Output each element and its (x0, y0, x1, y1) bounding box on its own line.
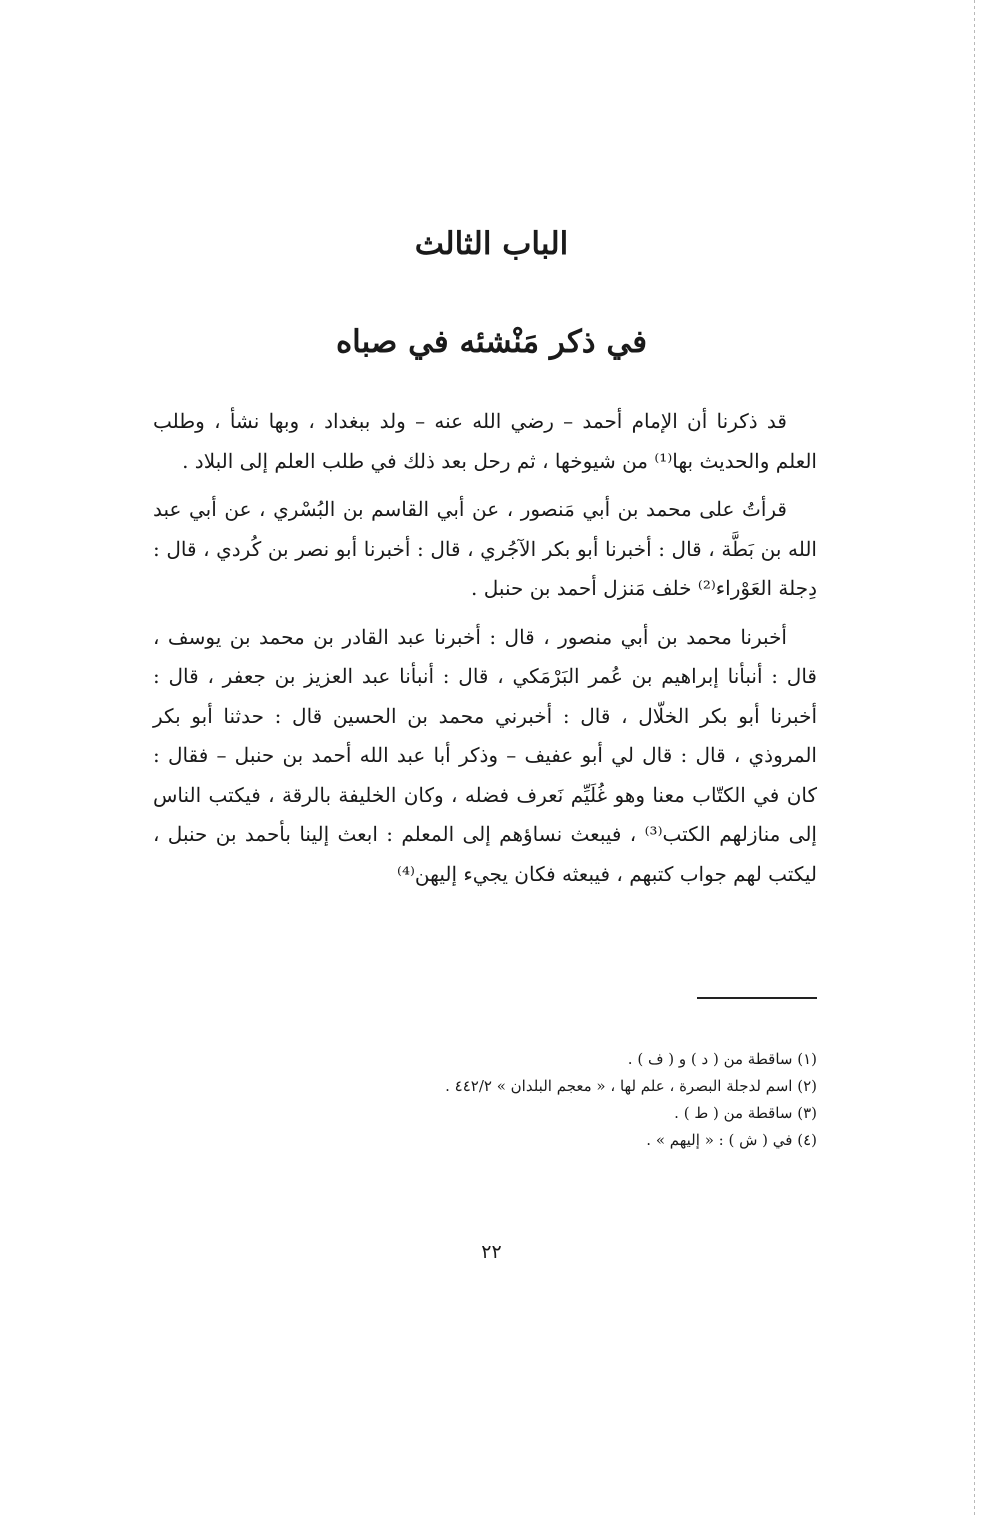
footnote: (٣) ساقطة من ( ط ) . (674, 1104, 817, 1122)
body-text (153, 402, 817, 903)
chapter-heading: الباب الثالث (414, 226, 569, 262)
footnote: (١) ساقطة من ( د ) و ( ف ) . (627, 1050, 817, 1068)
footnote: (٤) في ( ش ) : « إليهم » . (646, 1131, 817, 1149)
footnote-separator (697, 997, 817, 999)
section-title: في ذكر مَنْشئه في صباه (335, 324, 648, 360)
paragraph: قرأتُ على محمد بن أبي مَنصور ، عن أبي القاسم بن البُسْري ، عن أبي عبد الله بن بَطَّة ، قال : أخبرنا أبو بكر الآجُري ، قال : أخبرنا أبو نصر بن كُردي ، قال : دِجلة العَوْراء⁽²⁾ خلف مَنزل أحمد بن حنبل . (153, 497, 817, 600)
paragraph: قد ذكرنا أن الإمام أحمد – رضي الله عنه – ولد ببغداد ، وبها نشأ ، وطلب العلم والحديث بها⁽¹⁾ من شيوخها ، ثم رحل بعد ذلك في طلب العلم إلى البلاد . (153, 409, 817, 473)
footnotes (153, 1046, 817, 1154)
page-number: ٢٢ (481, 1241, 502, 1263)
paragraph: أخبرنا محمد بن أبي منصور ، قال : أخبرنا عبد القادر بن محمد بن يوسف ، قال : أنبأنا إبراهيم بن عُمر البَرْمَكي ، قال : أنبأنا عبد العزيز بن جعفر ، قال : أخبرنا أبو بكر الخلّال ، قال : أخبرني محمد بن الحسين قال : حدثنا أبو بكر المروذي ، قال : قال لي أبو عفيف – وذكر أبا عبد الله أحمد بن حنبل – فقال : كان في الكتّاب معنا وهو غُلَيِّم نَعرف فضله ، وكان الخليفة بالرقة ، فيكتب الناس إلى منازلهم الكتب⁽³⁾ ، فيبعث نساؤهم إلى المعلم : ابعث إلينا بأحمد بن حنبل ، ليكتب لهم جواب كتبهم ، فيبعثه فكان يجيء إليهن⁽⁴⁾ (153, 624, 817, 886)
footnote: (٢) اسم لدجلة البصرة ، علم لها ، « معجم البلدان » ٤٤٢/٢ . (445, 1077, 817, 1095)
